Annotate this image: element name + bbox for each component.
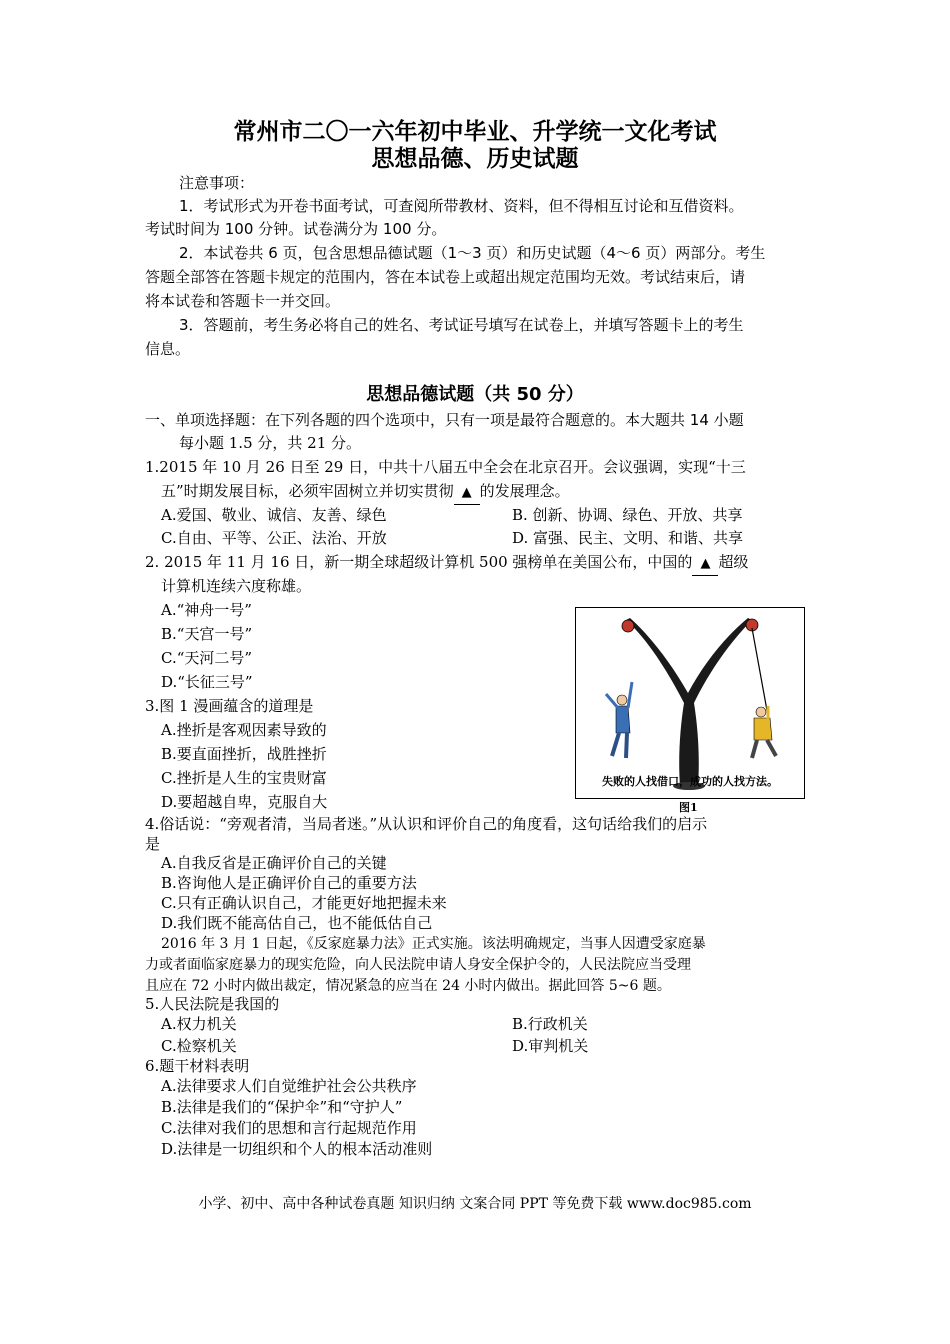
q4-option-d: D.我们既不能高估自己，也不能低估自己	[161, 914, 433, 932]
part1-instruction: 一、单项选择题：在下列各题的四个选项中，只有一项是最符合题意的。本大题共 14 小题	[145, 411, 744, 429]
material-line: 且应在 72 小时内做出裁定，情况紧急的应当在 24 小时内做出。据此回答 5~6 题。	[145, 978, 671, 994]
q3-option-c: C.挫折是人生的宝贵财富	[161, 769, 327, 787]
q3-stem: 3.图 1 漫画蕴含的道理是	[145, 697, 314, 715]
q6-stem: 6.题干材料表明	[145, 1057, 250, 1075]
q4-option-c: C.只有正确认识自己，才能更好地把握未来	[161, 894, 447, 912]
q1-option-c: C.自由、平等、公正、法治、开放	[161, 529, 387, 547]
q1-stem: 1.2015 年 10 月 26 日至 29 日，中共十八届五中全会在北京召开。会议强调，实现“十三	[145, 458, 746, 476]
part1-instruction-cont: 每小题 1.5 分，共 21 分。	[179, 434, 362, 452]
q3-option-b: B.要直面挫折，战胜挫折	[161, 745, 327, 763]
q6-option-b: B.法律是我们的“保护伞”和“守护人”	[161, 1098, 403, 1116]
page-footer: 小学、初中、高中各种试卷真题 知识归纳 文案合同 PPT 等免费下载 www.doc985.com	[198, 1196, 752, 1212]
q2-option-c: C.“天河二号”	[161, 649, 253, 667]
q3-option-d: D.要超越自卑，克服自大	[161, 793, 328, 811]
q5-option-d: D.审判机关	[512, 1037, 589, 1055]
successful-person-figure	[752, 628, 776, 758]
q2-option-a: A.“神舟一号”	[161, 601, 252, 619]
notice-line: 1．考试形式为开卷书面考试，可查阅所带教材、资料，但不得相互讨论和互借资料。	[179, 197, 744, 215]
apple-left-icon	[622, 620, 634, 632]
q6-option-a: A.法律要求人们自觉维护社会公共秩序	[161, 1077, 417, 1095]
exam-subtitle: 思想品德、历史试题	[371, 146, 579, 172]
figure-label: 图1	[679, 801, 698, 814]
q5-stem: 5.人民法院是我国的	[145, 995, 280, 1013]
q4-option-a: A.自我反省是正确评价自己的关键	[161, 854, 387, 872]
q1-option-b: B. 创新、协调、绿色、开放、共享	[512, 506, 743, 524]
material-line: 2016 年 3 月 1 日起，《反家庭暴力法》正式实施。该法明确规定，当事人因遭受家庭暴	[161, 936, 706, 952]
notice-line: 3．答题前，考生务必将自己的姓名、考试证号填写在试卷上，并填写答题卡上的考生	[179, 316, 744, 334]
q1-stem-cont	[161, 480, 570, 505]
q4-option-b: B.咨询他人是正确评价自己的重要方法	[161, 874, 417, 892]
notice-line: 将本试卷和答题卡一并交回。	[145, 292, 341, 310]
notice-line: 答题全部答在答题卡规定的范围内，答在本试卷上或超出规定范围均无效。考试结束后，请	[145, 268, 746, 286]
q3-option-a: A.挫折是客观因素导致的	[161, 721, 327, 739]
q2-stem	[145, 551, 748, 576]
notice-heading: 注意事项：	[179, 174, 255, 192]
failing-person-figure	[606, 682, 632, 758]
q6-option-c: C.法律对我们的思想和言行起规范作用	[161, 1119, 417, 1137]
notice-line: 2．本试卷共 6 页，包含思想品德试题（1～3 页）和历史试题（4～6 页）两部分。考生	[179, 244, 766, 262]
pole	[752, 628, 768, 716]
q4-stem-cont: 是	[145, 835, 161, 853]
q2-blank: ▲	[692, 553, 718, 576]
tree-trunk-shape	[626, 618, 752, 786]
q1-stem-text: 五”时期发展目标，必须牢固树立并切实贯彻	[161, 482, 454, 500]
q5-option-b: B.行政机关	[512, 1015, 588, 1033]
q1-option-d: D. 富强、民主、文明、和谐、共享	[512, 529, 744, 547]
q4-stem: 4.俗话说：“旁观者清，当局者迷。”从认识和评价自己的角度看，这句话给我们的启示	[145, 815, 708, 833]
q2-option-b: B.“天宫一号”	[161, 625, 253, 643]
q1-option-a: A.爱国、敬业、诚信、友善、绿色	[161, 506, 387, 524]
q2-stem-cont: 计算机连续六度称雄。	[161, 577, 312, 595]
notice-line: 考试时间为 100 分钟。试卷满分为 100 分。	[145, 220, 447, 238]
q2-stem-text: 2. 2015 年 11 月 16 日，新一期全球超级计算机 500 强榜单在美国公布，中国的	[145, 553, 693, 571]
q6-option-d: D.法律是一切组织和个人的根本活动准则	[161, 1140, 433, 1158]
q5-option-a: A.权力机关	[161, 1015, 237, 1033]
exam-title: 常州市二〇一六年初中毕业、升学统一文化考试	[233, 119, 717, 145]
cartoon-illustration	[576, 608, 804, 798]
figure-caption: 失败的人找借口，成功的人找方法。	[602, 775, 778, 788]
q5-option-c: C.检察机关	[161, 1037, 237, 1055]
q1-blank: ▲	[454, 482, 480, 505]
notice-line: 信息。	[145, 340, 191, 358]
q2-stem-text-end: 超级	[718, 553, 749, 571]
material-line: 力或者面临家庭暴力的现实危险，向人民法院申请人身安全保护令的，人民法院应当受理	[145, 957, 691, 973]
section-title: 思想品德试题（共 50 分）	[366, 384, 584, 405]
figure-1-cartoon	[575, 607, 805, 799]
q1-stem-text-end: 的发展理念。	[479, 482, 570, 500]
q2-option-d: D.“长征三号”	[161, 673, 253, 691]
